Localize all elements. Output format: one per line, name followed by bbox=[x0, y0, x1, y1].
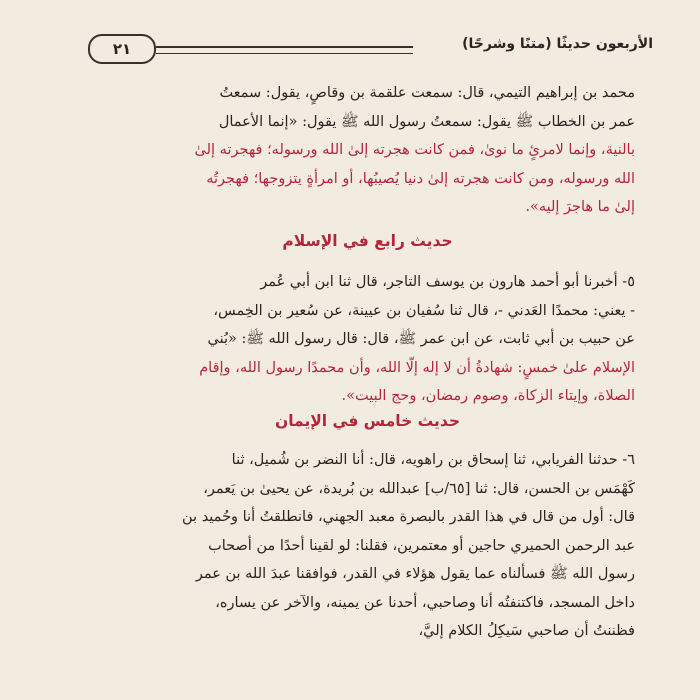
section-heading-iman: حديث خامس في الإيمان bbox=[275, 412, 460, 430]
text-line: عن حبيب بن أبي ثابت، عن ابن عمر ﷺ، قال: قال رسول الله ﷺ: «بُني bbox=[207, 331, 635, 347]
text-line: عبد الرحمن الحميري حاجين أو معتمرين، فقلنا: لو لقينا أحدًا من أصحاب bbox=[208, 537, 635, 554]
paragraph-hadith-5 bbox=[100, 268, 635, 411]
page-header bbox=[88, 34, 653, 68]
paragraph-hadith-6 bbox=[100, 446, 635, 646]
text-line: داخل المسجد، فاكتنفتُه أنا وصاحبي، أحدنا عن يمينه، والآخر عن يساره، bbox=[215, 594, 635, 611]
text-line: فظننتُ أن صاحبي سَيكِلُ الكلام إليَّ، bbox=[418, 623, 635, 639]
text-line: الصلاة، وإيتاء الزكاة، وصوم رمضان، وحج البيت». bbox=[341, 388, 635, 404]
section-heading-islam: حديث رابع في الإسلام bbox=[282, 232, 453, 250]
text-line: محمد بن إبراهيم التيمي، قال: سمعت علقمة بن وقاصٍ، يقول: سمعتُ bbox=[219, 85, 635, 101]
text-line: بالنية، وإنما لامرئٍ ما نوىٰ، فمن كانت هجرته إلىٰ الله ورسوله؛ فهجرته إلىٰ bbox=[194, 142, 635, 158]
page-number: ٢١ bbox=[88, 34, 156, 64]
text-line: ٥- أخبرنا أبو أحمد هارون بن يوسف التاجر، قال ثنا ابن أبي عُمر bbox=[260, 274, 635, 290]
paragraph-hadith-1-end bbox=[100, 79, 635, 222]
text-line: - يعني: محمدًا العَدني -، قال ثنا سُفيان بن عيينة، عن سُعير بن الخِمس، bbox=[213, 302, 635, 319]
text-line: رسول الله ﷺ فسألناه عما يقول هؤلاء في القدر، فوافقنا عبدَ الله بن عمر bbox=[195, 566, 635, 582]
text-line: إلىٰ ما هاجرَ إليه». bbox=[525, 199, 635, 215]
header-rule bbox=[156, 46, 413, 54]
text-line: قال: أول من قال في هذا القدر بالبصرة معبد الجهني، فانطلقتُ أنا وحُميد بن bbox=[182, 509, 635, 525]
text-line: كَهْمَس بن الحسن، قال: ثنا [٦٥/ب] عبدالله بن بُريدة، عن يحيىٰ بن يَعمر، bbox=[203, 480, 635, 497]
text-line: عمر بن الخطاب ﷺ يقول: سمعتُ رسول الله ﷺ يقول: «إنما الأعمال bbox=[218, 113, 635, 130]
text-line: الإسلام علىٰ خمسٍ: شهادةُ أن لا إله إلّا الله، وأن محمدًا رسول الله، وإقام bbox=[199, 359, 635, 376]
text-line: ٦- حدثنا الفريابي، ثنا إسحاق بن راهويه، قال: أنا النضر بن شُميل، ثنا bbox=[231, 452, 635, 468]
text-line: الله ورسوله، ومن كانت هجرته إلىٰ دنيا يُصيبُها، أو امرأةٍ يتزوجها؛ فهجرتُه bbox=[206, 170, 635, 187]
running-title: الأربعون حديثًا (متنًا وشرحًا) bbox=[462, 36, 653, 52]
